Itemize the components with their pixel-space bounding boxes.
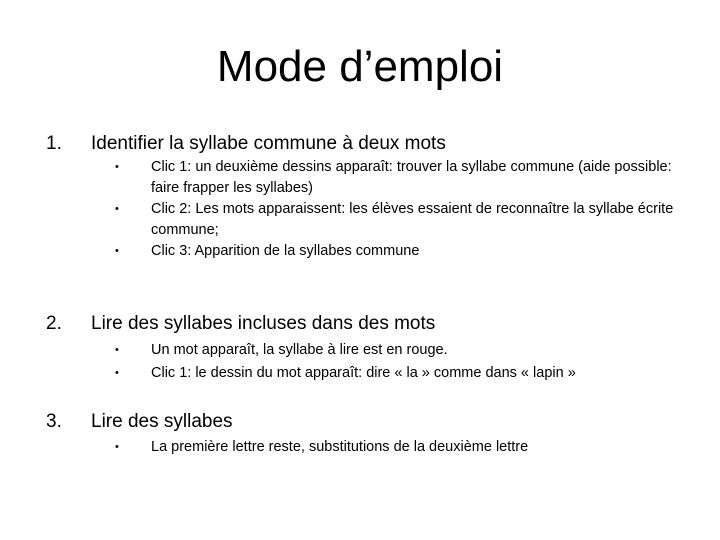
bullet-text: Clic 2: Les mots apparaissent: les élèves essaient de reconnaître la syllabe écrite commune;: [151, 201, 674, 238]
item-number: 3.: [46, 411, 62, 432]
bullet-text: Un mot apparaît, la syllabe à lire est en rouge.: [151, 342, 448, 358]
bullet-icon: •: [115, 245, 119, 257]
bullet-text: La première lettre reste, substitutions de la deuxième lettre: [151, 439, 529, 455]
bullet-icon: •: [115, 344, 119, 356]
item-heading: Identifier la syllabe commune à deux mots: [91, 133, 446, 154]
item-heading: Lire des syllabes incluses dans des mots: [91, 313, 436, 334]
bullet-text: Clic 3: Apparition de la syllabes commune: [151, 243, 420, 259]
item-number: 2.: [46, 313, 62, 334]
bullet-icon: •: [115, 161, 119, 173]
bullet-icon: •: [115, 367, 119, 379]
bullet-icon: •: [115, 203, 119, 215]
bullet-icon: •: [115, 441, 119, 453]
slide-title: Mode d’emploi: [216, 42, 504, 91]
item-heading: Lire des syllabes: [91, 411, 233, 432]
bullet-text: Clic 1: le dessin du mot apparaît: dire « la » comme dans « lapin »: [151, 365, 576, 381]
item-number: 1.: [46, 133, 62, 154]
bullet-text: Clic 1: un deuxième dessins apparaît: trouver la syllabe commune (aide possible: faire frapper les syllabes): [151, 159, 672, 196]
